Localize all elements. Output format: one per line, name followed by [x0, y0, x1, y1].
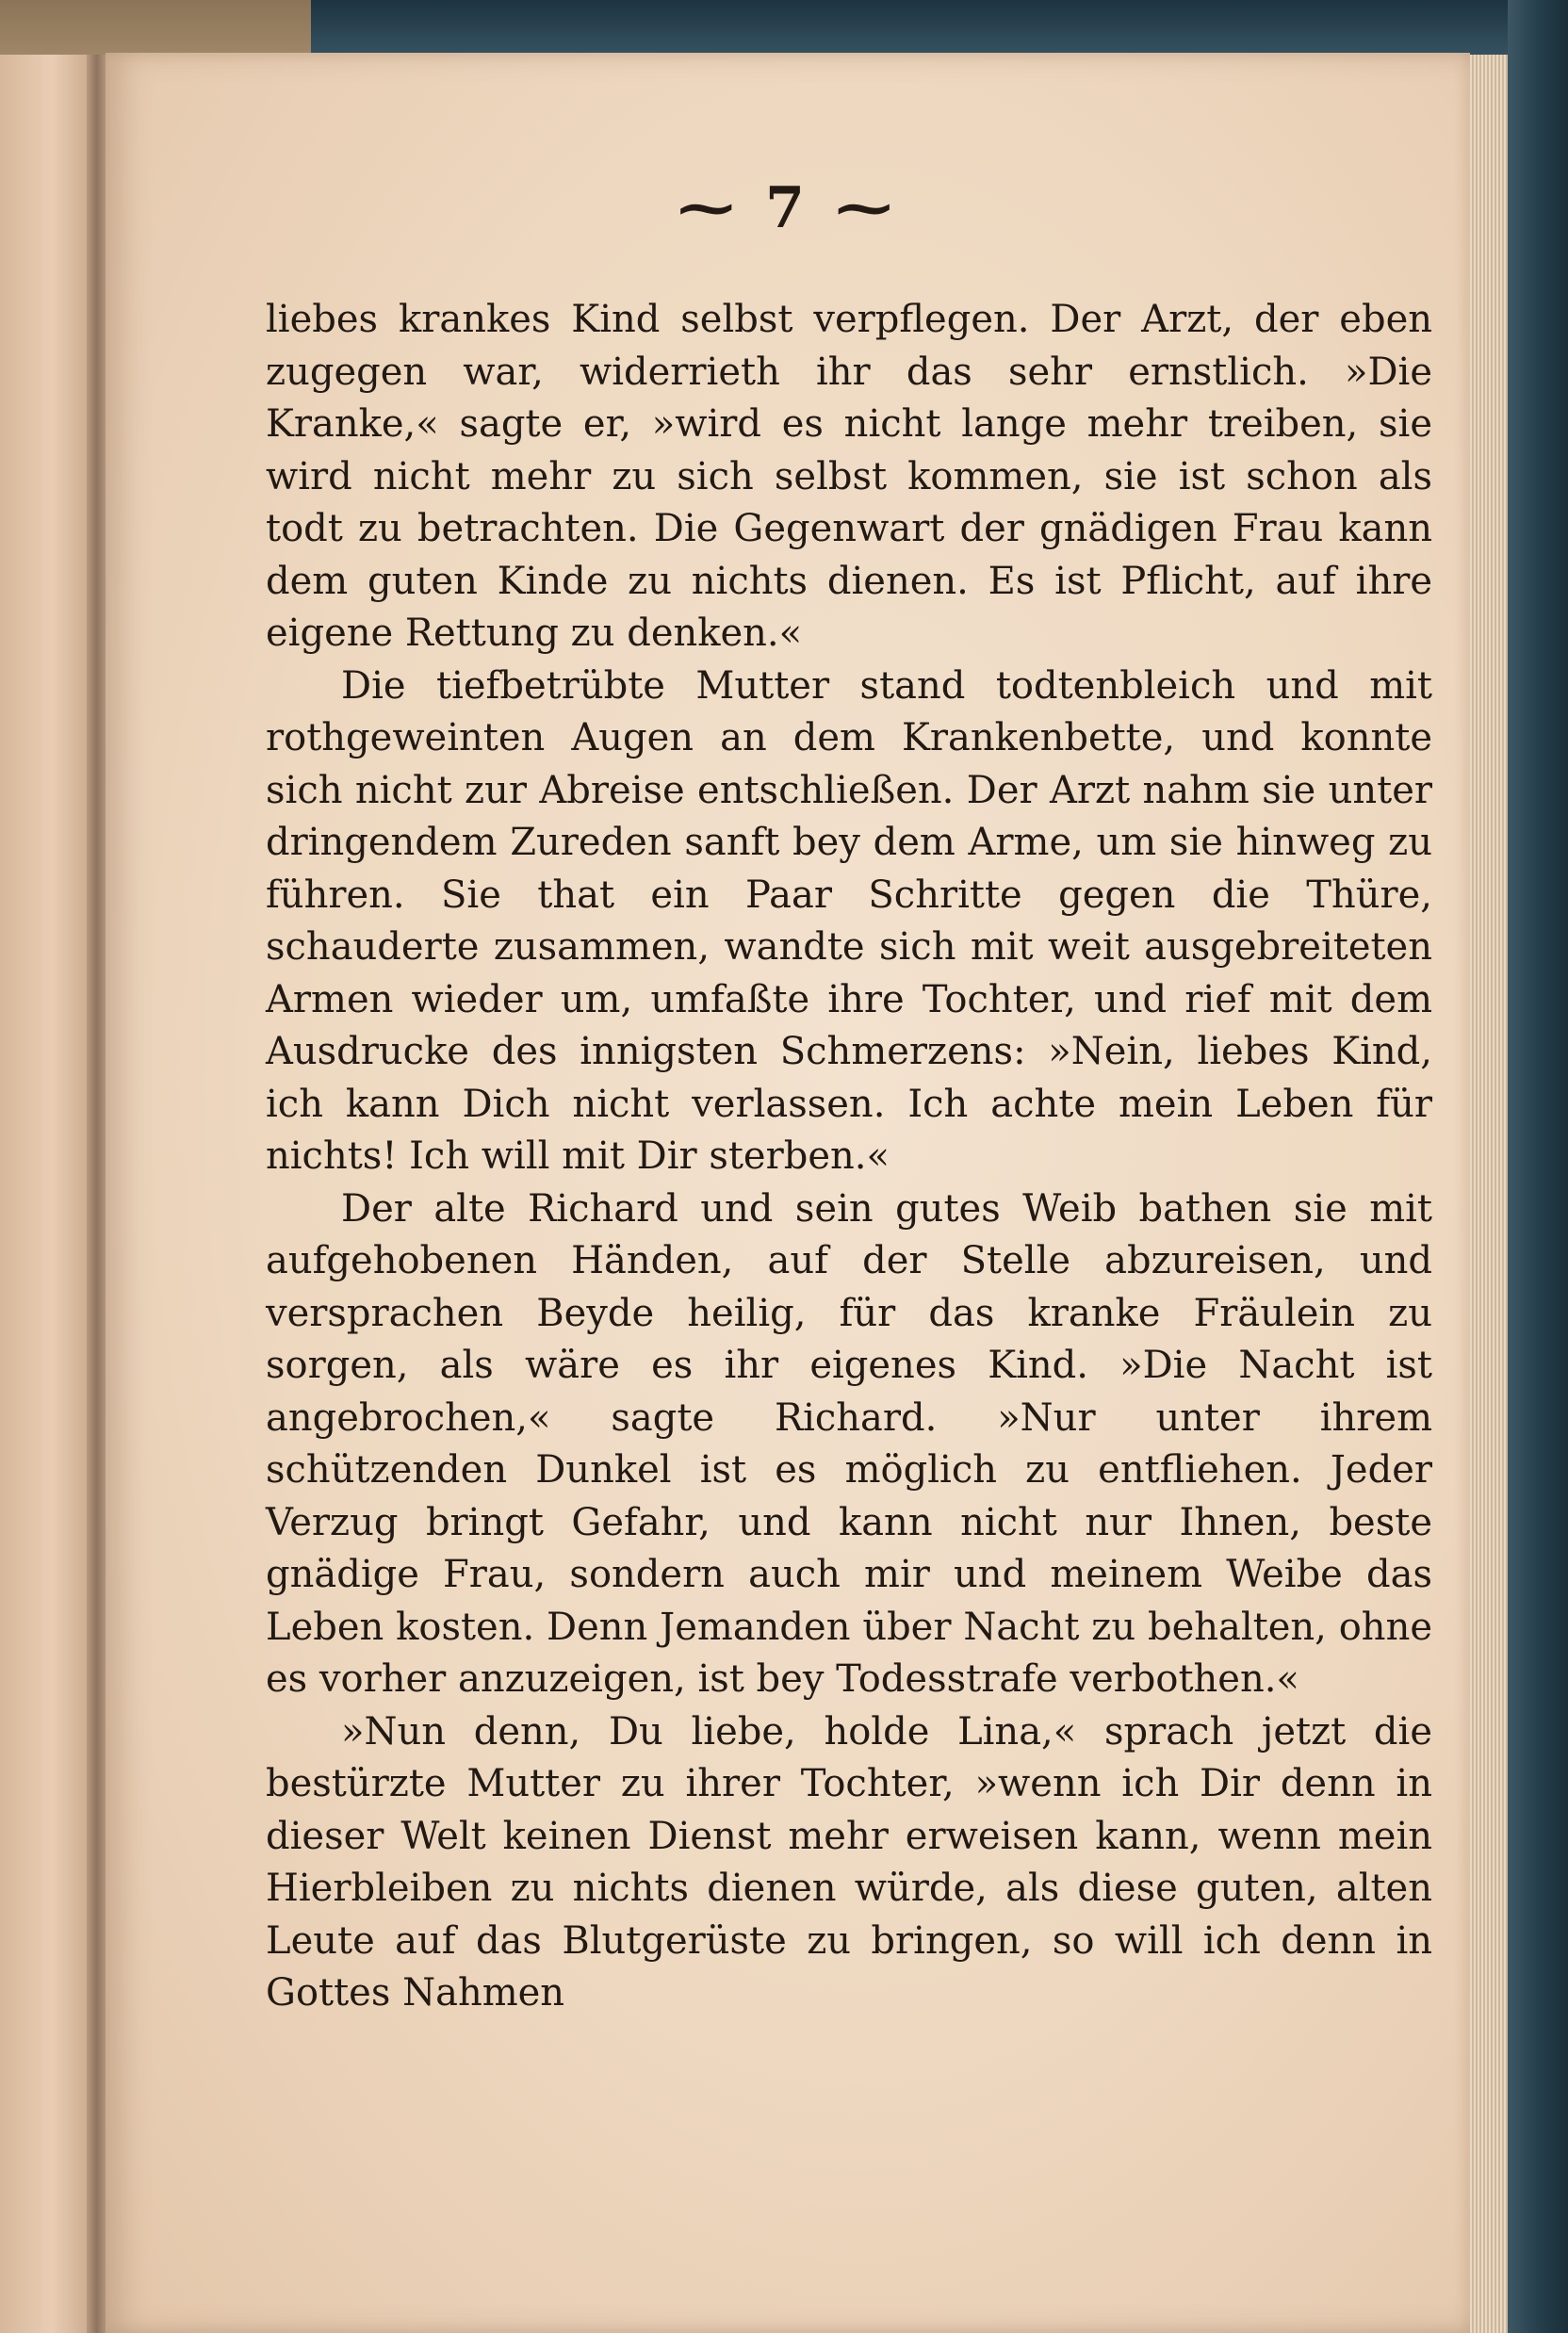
paragraph-3: Der alte Richard und sein gutes Weib bathen sie mit aufgehobenen Händen, auf der Stelle abzureisen, und versprachen Beyde heilig, für das kranke Fräulein zu sorgen, als wäre es ihr eigenes Kind. »Die Nacht ist angebrochen,« sagte Richard. »Nur unter ihrem schützenden Dunkel ist es möglich zu entfliehen. Jeder Verzug bringt Gefahr, und kann nicht nur Ihnen, beste gnädige Frau, sondern auch mir und meinem Weibe das Leben kosten. Denn Jemanden über Nacht zu behalten, ohne es vorher anzuzeigen, ist bey Todesstrafe verbothen.« — [266, 1186, 1432, 1701]
paragraph-1: liebes krankes Kind selbst verpflegen. Der Arzt, der eben zugegen war, widerrieth ihr das sehr ernstlich. »Die Kranke,« sagte er, »wird es nicht lange mehr treiben, sie wird nicht mehr zu sich selbst kommen, sie ist schon als todt zu betrachten. Die Gegenwart der gnädigen Frau kann dem guten Kinde zu nichts dienen. Es ist Pflicht, auf ihre eigene Rettung zu denken.« — [266, 298, 1432, 655]
paragraph-2: Die tiefbetrübte Mutter stand todtenbleich und mit rothgeweinten Augen an dem Krankenbette, und konnte sich nicht zur Abreise entschließen. Der Arzt nahm sie unter dringendem Zureden sanft bey dem Arme, um sie hinweg zu führen. Sie that ein Paar Schritte gegen die Thüre, schauderte zusammen, wandte sich mit weit ausgebreiteten Armen wieder um, umfaßte ihre Tochter, und rief mit dem Ausdrucke des innigsten Schmerzens: »Nein, liebes Kind, ich kann Dich nicht verlassen. Ich achte mein Leben für nichts! Ich will mit Dir sterben.« — [266, 663, 1432, 1178]
left-page-edge — [0, 55, 94, 2333]
cover-right-edge — [1508, 0, 1568, 2333]
page-header: ⁓ 7 ⁓ — [678, 175, 898, 241]
paragraph-4: »Nun denn, Du liebe, holde Lina,« sprach jetzt die bestürzte Mutter zu ihrer Tochter, »wenn ich Dir denn in dieser Welt keinen Dienst mehr erweisen kann, wenn mein Hierbleiben zu nichts dienen würde, als diese guten, alten Leute auf das Blutgerüste zu bringen, so will ich denn in Gottes Nahmen — [266, 1709, 1432, 2015]
page-body — [266, 294, 1432, 2020]
book-page — [106, 53, 1470, 2333]
page-block-edges — [1466, 55, 1511, 2333]
